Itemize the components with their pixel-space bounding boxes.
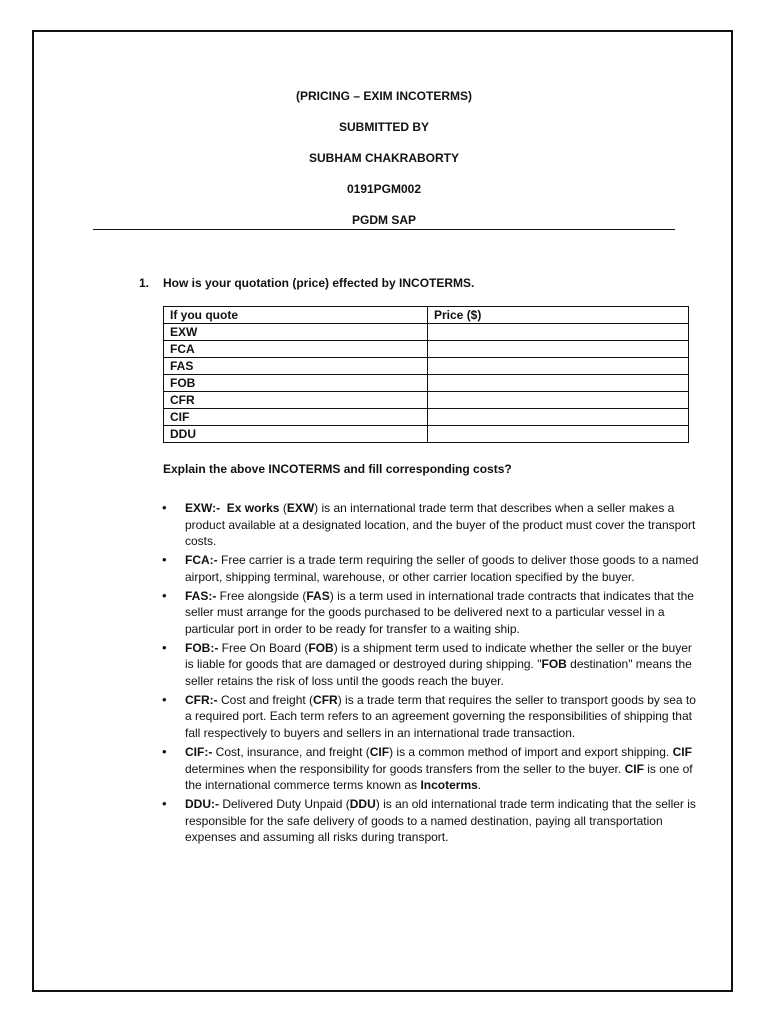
- term-text: is one of the international commerce terms known as: [185, 761, 693, 793]
- table-cell-term: CIF: [164, 409, 428, 426]
- term-text: destination" means the seller retains the risk of loss until the goods reach the buyer.: [185, 657, 692, 689]
- term-text: Ex works: [226, 501, 280, 515]
- term-text: Cost, insurance, and freight (: [212, 744, 370, 759]
- term-label: FOB:-: [185, 640, 219, 655]
- table-row: [164, 324, 689, 341]
- student-name: SUBHAM CHAKRABORTY: [309, 151, 459, 165]
- table-cell-term: DDU: [164, 426, 428, 443]
- term-text: ) is an international trade term that describes when a seller makes a product available at a designated location, and the buyer of the product must cover the transport costs.: [185, 501, 696, 549]
- term-text: ) is a term used in international trade contracts that indicates that the seller must arrange for the goods purchased to be delivered next to a particular vessel in a particular port in order to be ready for transfer to a waiting ship.: [185, 588, 694, 636]
- term-text: Free alongside (: [216, 588, 307, 603]
- question-1: [139, 276, 474, 290]
- table-row: [164, 409, 689, 426]
- header-divider: [93, 229, 675, 230]
- term-text: Cost and freight (: [217, 692, 314, 707]
- table-row: [164, 426, 689, 443]
- table-cell-term: FAS: [164, 358, 428, 375]
- table-cell-term: EXW: [164, 324, 428, 341]
- term-text: DDU: [349, 796, 376, 811]
- question-number: 1.: [139, 276, 150, 290]
- table-header-cell: Price ($): [428, 307, 689, 324]
- term-label: FAS:-: [185, 588, 217, 603]
- list-item-cfr: [162, 692, 702, 742]
- table-cell-price: [428, 358, 689, 375]
- roll-number: 0191PGM002: [346, 182, 422, 196]
- term-text: determines when the responsibility for goods transfers from the seller to the buyer.: [185, 761, 625, 776]
- term-text: CIF: [369, 744, 390, 759]
- term-label: EXW:-: [185, 501, 221, 515]
- table-row: [164, 341, 689, 358]
- term-text: EXW: [286, 501, 315, 515]
- table-cell-term: FCA: [164, 341, 428, 358]
- list-item-cif: [162, 744, 702, 794]
- table-row: [164, 375, 689, 392]
- term-text: CFR: [313, 692, 338, 707]
- term-label: DDU:-: [185, 796, 219, 811]
- submitted-by-label: SUBMITTED BY: [339, 120, 429, 134]
- incoterm-price-table: [163, 306, 689, 443]
- table-cell-term: CFR: [164, 392, 428, 409]
- term-text: CIF: [624, 761, 644, 776]
- term-label: CIF:-: [185, 744, 213, 759]
- list-item-fca: [162, 552, 702, 585]
- list-item-fas: [162, 588, 702, 638]
- table-header-row: [164, 307, 689, 324]
- document-title: (PRICING – EXIM INCOTERMS): [295, 89, 472, 103]
- list-item-fob: [162, 640, 702, 690]
- term-text: Incoterms: [420, 778, 478, 793]
- term-label: FCA:-: [185, 553, 218, 568]
- term-text: FOB: [308, 640, 334, 655]
- term-text: ) is a common method of import and export shipping.: [389, 744, 673, 759]
- list-item-ddu: [162, 796, 702, 846]
- term-text: ) is an old international trade term indicating that the seller is responsible for the safe delivery of goods to a named destination, paying all transportation expenses and assuming all risks during transport.: [185, 796, 696, 845]
- table-row: [164, 392, 689, 409]
- question-text: How is your quotation (price) effected by INCOTERMS.: [163, 276, 475, 290]
- term-label: CFR:-: [185, 692, 218, 707]
- table-cell-price: [428, 324, 689, 341]
- incoterm-definitions-list: [162, 500, 702, 848]
- table-cell-price: [428, 426, 689, 443]
- term-text: Free On Board (: [218, 640, 309, 655]
- term-text: (: [279, 501, 287, 515]
- term-text: ) is a shipment term used to indicate whether the seller or the buyer is liable for goods that are damaged or destroyed during shipping. ": [185, 640, 692, 672]
- list-item-exw: [162, 500, 702, 550]
- table-cell-term: FOB: [164, 375, 428, 392]
- table-cell-price: [428, 375, 689, 392]
- term-text: CIF: [672, 744, 692, 759]
- term-text: ) is a trade term that requires the seller to transport goods by sea to a required port. Each term refers to an agreement governing the responsibilities of shipping that fall respectively to buyers and sellers in an international trade transaction.: [185, 692, 696, 741]
- table-row: [164, 358, 689, 375]
- term-text: Delivered Duty Unpaid (: [219, 796, 350, 811]
- term-text: FAS: [306, 588, 330, 603]
- term-text: .: [477, 778, 482, 793]
- explain-heading: Explain the above INCOTERMS and fill corresponding costs?: [163, 462, 512, 476]
- table-cell-price: [428, 409, 689, 426]
- table-cell-price: [428, 341, 689, 358]
- table-header-cell: If you quote: [164, 307, 428, 324]
- term-text: Free carrier is a trade term requiring the seller of goods to deliver those goods to a named airport, shipping terminal, warehouse, or other carrier location specified by the buyer.: [185, 553, 699, 584]
- term-text: FOB: [541, 657, 567, 672]
- table-cell-price: [428, 392, 689, 409]
- program-name: PGDM SAP: [351, 213, 416, 227]
